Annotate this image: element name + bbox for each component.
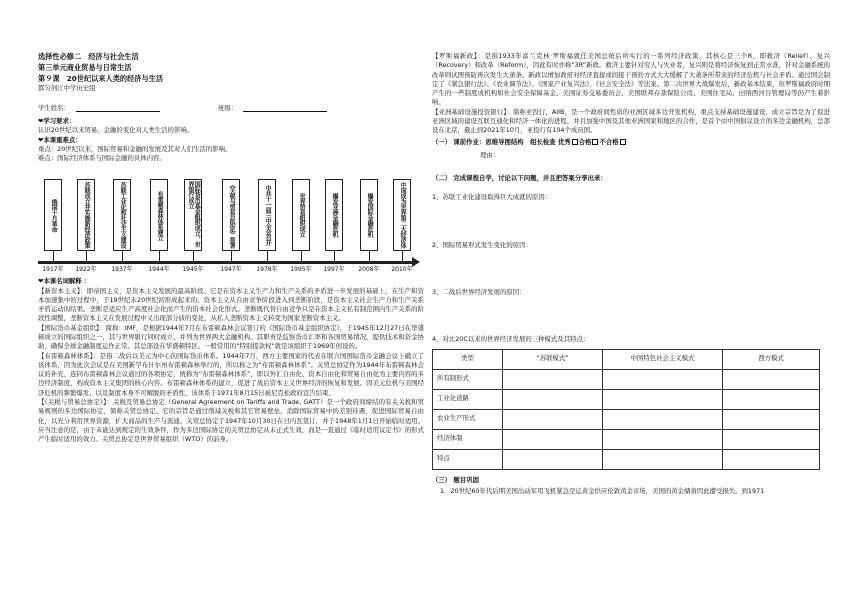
- school-name: 都匀剑江中学历史组: [38, 84, 96, 93]
- term-item: 【国际货币基金组织】：简称：IMF，是根据1944年7月在布雷顿森林会议签订的《国际货币基金组织协定》，于1945年12月27日在华盛顿成立的国际组织之一，其与世界银行同时成立、并列为世界两大金融机构。其职责是监察货币汇率和各国贸易情况，提供技术和资金协助，确保全球金融制度运作正常。其总部设在华盛顿特区。一般常用的“特别提款权”就是该组织于1969年创设的。: [38, 323, 424, 351]
- table-row: [433, 429, 820, 449]
- timeline-tick: [53, 251, 54, 261]
- right-column: [432, 52, 830, 496]
- goals-text: 认识20世纪以来贸易、金融的变化对人类生活的影响。: [38, 126, 194, 135]
- table-row-label: 经济体制: [433, 429, 503, 449]
- key-points-heading: ❤本课重难点：: [38, 135, 82, 144]
- term-item: 【《关税与贸易总协定》】：关税及贸易总协定（General Agreement on Tariffs and Trade, GATT）是一个政府间缔结的有关关税和贸易规则的多边国际协定，简称关贸总协定。它的宗旨是通过削减关税和其它贸易壁垒，消除国际贸易中的差别待遇，促进国际贸易自由化，以充分利用世界资源，扩大商品的生产与流通。关贸总协定于1947年10月30日在日内瓦签订，并于1948年1月1日开始临时适用。应当注意的是，由于未能达到规定的生效条件，作为多边国际协定的关贸总协定从未正式生效，而是一直通过《临时适用议定书》的形式产生临时适用的效力。关贸总协定是世界贸易组织（WTO）的前身。: [38, 398, 424, 444]
- consolidate-title: （三） 题目巩固: [432, 475, 479, 484]
- table-cell[interactable]: [603, 429, 723, 449]
- table-cell[interactable]: [723, 409, 820, 429]
- answer-space-1[interactable]: [432, 203, 830, 241]
- timeline-event: 俄国十月革命: [44, 179, 62, 251]
- timeline-event: 苏联成立并实施新经济政策: [77, 179, 95, 251]
- table-header-cell: 类型: [433, 349, 503, 369]
- timeline: [38, 169, 424, 275]
- key-point-text: 重点：20世纪以来，国际贸易和金融的发展及其对人们生活的影响。: [38, 144, 232, 153]
- timeline-tick: [334, 251, 335, 261]
- timeline-event: 中共十一届三中全会召开: [258, 179, 276, 251]
- homework-line: [432, 138, 830, 147]
- table-header-cell: 西方模式: [723, 349, 820, 369]
- term-item: 【布雷顿森林体系】：是指二战后以美元为中心的国际货币体系。1944年7月，西方主要国家的代表在联合国国际货币金融会议上确立了该体系，因为此次会议是在美国新罕布什尔州布雷顿森林举行的，所以称之为“布雷顿森林体系”。关贸总协定作为1944年布雷顿森林会议的补充，连同布雷顿森林会议通过的各项协定，统称为“布雷顿森林体系”，即以外汇自由化、资本自由化和贸易自由化为主要内容的多边经济制度，构成资本主义集团的核心内容。布雷顿森林体系的建立，促进了战后资本主义世界经济的恢复和发展。因美元危机与美国经济危机的频繁爆发，以及制度本身不可解脱的矛盾性，该体系于1971年8月15日被尼克松政府宣告结束。: [38, 351, 424, 397]
- timeline-year: 1945年: [182, 266, 204, 274]
- timeline-year: 1947年: [220, 266, 242, 274]
- table-cell[interactable]: [723, 369, 820, 389]
- timeline-tick: [369, 251, 370, 261]
- student-info-row: [38, 104, 424, 113]
- timeline-tick: [231, 251, 232, 261]
- timeline-year: 2010年: [391, 266, 413, 274]
- table-cell[interactable]: [603, 449, 723, 469]
- term-item: 【亚洲基础设施投资银行】：简称亚投行，AIIB，是一个政府间性质的亚洲区域多边开发机构，重点支持基础设施建设，成立宗旨是为了促进亚洲区域的建设互联互通化和经济一体化的进程，并且加强中国及其他亚洲国家和地区的合作，是首个由中国倡议设立的多边金融机构，总部设在北京，截止到2021年10月，亚投行有104个成员国。: [432, 107, 830, 135]
- table-row: [433, 409, 820, 429]
- lesson-title: 第９课 20世纪以来人类的经济与生活: [38, 73, 164, 83]
- timeline-event: 世界贸易组织成立: [292, 179, 310, 251]
- timeline-tick: [193, 251, 194, 261]
- timeline-event: 国际货币基金组织成立，世界银行成立: [184, 179, 202, 251]
- self-study-title: （二） 完成课程自学，讨论以下问题，并且把答案分享出来：: [432, 174, 607, 183]
- terms-heading: ❤本课名词解释 ：: [38, 277, 91, 286]
- timeline-year: 2008年: [358, 266, 380, 274]
- homework-reason: 理由：: [480, 150, 500, 159]
- term-item: 【新资本主义】：即帝国主义，是资本主义发展的最高阶段。它是在资本主义生产力和生产关系的矛盾进一步发展的基础上，在生产和资本加速集中的过程中，于19世纪末20世纪初形成起来的。资本主义从自由竞争阶段进入到垄断阶段，是资本主义社会生产力和生产关系矛盾运动的结果。垄断是适应生产高度社会化而产生的资本社会化形式。垄断既代替自由竞争只是在资本主义私有制范围内生产关系的阶段性调整，垄断资本主义在发展过程中又出现部分质的变化，从私人垄断资本主义转变为国家垄断资本主义。: [38, 286, 424, 323]
- timeline-arrow-icon: [412, 257, 420, 267]
- timeline-year: 1997年: [323, 266, 345, 274]
- table-row: [433, 389, 820, 409]
- answer-space-3[interactable]: [432, 297, 830, 335]
- qualified-checkbox[interactable]: [592, 139, 598, 145]
- table-row-label: 特点: [433, 449, 503, 469]
- timeline-tick: [122, 251, 123, 261]
- table-row-label: 工业化道路: [433, 389, 503, 409]
- unqualified-label: 不合格: [599, 137, 619, 146]
- timeline-tick: [402, 251, 403, 261]
- table-cell[interactable]: [603, 369, 723, 389]
- excellent-checkbox[interactable]: [572, 139, 578, 145]
- table-row: [433, 369, 820, 389]
- comparison-table: [432, 349, 820, 470]
- table-header-row: [433, 349, 820, 369]
- class-label: 班级：: [217, 103, 238, 112]
- table-cell[interactable]: [503, 369, 603, 389]
- question-2: 2、国际贸易形式发生变化的原因：: [432, 240, 532, 249]
- timeline-year: 1922年: [75, 266, 97, 274]
- timeline-tick: [267, 251, 268, 261]
- table-header-cell: “苏联模式”: [503, 349, 603, 369]
- timeline-event: 爆发国际金融危机: [360, 179, 378, 251]
- table-cell[interactable]: [503, 409, 603, 429]
- timeline-event: 爆发亚洲金融危机: [325, 179, 343, 251]
- timeline-axis: [38, 261, 414, 264]
- table-row: [433, 449, 820, 469]
- timeline-event: 苏联工业化和社会主义建设: [113, 179, 131, 251]
- class-field[interactable]: [243, 104, 327, 112]
- student-name-label: 学生姓名：: [38, 103, 70, 112]
- qualified-label: 合格: [578, 137, 592, 146]
- table-cell[interactable]: [503, 449, 603, 469]
- table-cell[interactable]: [723, 449, 820, 469]
- answer-space-2[interactable]: [432, 250, 830, 288]
- term-item: 【罗斯福新政】：是指1933年富兰克林·罗斯福就任美国总统后所实行的一系列经济政策，其核心是三个R，即救济（Relief）、复兴（Recovery）和改革（Reform），因此有时亦称“3R”新政。救济主要针对穷人与失业者，复兴则是将经济恢复到正常水准，针对金融系统的改革则试图预防再次发生大萧条。新政以增加政府对经济直接或间接干预的方式大大缓解了大萧条所带来的经济危机与社会矛盾。通过国会制定了《紧急银行法》、《农业调节法》、《国家产业复兴法》、《社会安全法》等法案。第二次世界大战爆发后，新政基本结束，但罗斯福政府时期产生的一些制度或机构如社会安全保障基金、美国证券交易委员会、美国联邦存款保险公司、美国住宅局、田纳西河谷管理局等仍产生着影响。: [432, 52, 830, 107]
- question-3: 3、二战后世界经济发展的原因：: [432, 287, 526, 296]
- left-column: [38, 52, 424, 444]
- timeline-event: 布雷顿森林体系建立: [150, 179, 168, 251]
- question-1: 1、苏联工业化建设取得巨大成就的原因：: [432, 193, 552, 202]
- table-row-label: 农业生产形式: [433, 409, 503, 429]
- question-4: 4、对比20C以来的世界经济发展的三种模式及其特点：: [432, 335, 590, 344]
- timeline-year: 1944年: [148, 266, 170, 274]
- table-cell[interactable]: [503, 429, 603, 449]
- unqualified-checkbox[interactable]: [620, 139, 626, 145]
- homework-title: （一） 课前作业：思维导图结构 组长检查 优秀: [432, 137, 571, 146]
- course-title: 选择性必修二 经济与社会生活: [38, 52, 139, 61]
- unit-title: 第三单元商业贸易与日常生活: [38, 62, 132, 72]
- table-cell[interactable]: [603, 389, 723, 409]
- table-cell[interactable]: [723, 389, 820, 409]
- timeline-tick: [86, 251, 87, 261]
- table-row-label: 所有制形式: [433, 369, 503, 389]
- consolidate-question-1: 1．20世纪60年代后期美国出动军用飞机紧急空运黄金供应伦敦黄金市场，美国的黄金储备因此遭受损失。到1971: [440, 486, 765, 495]
- timeline-tick: [301, 251, 302, 261]
- table-cell[interactable]: [723, 429, 820, 449]
- difficult-point-text: 难点：国际经济体系与国际金融的具体内容。: [38, 154, 166, 163]
- table-cell[interactable]: [503, 389, 603, 409]
- timeline-event: 《关税与贸易总协定》签署: [222, 179, 240, 251]
- timeline-year: 1917年: [42, 266, 64, 274]
- table-cell[interactable]: [603, 409, 723, 429]
- terms-section: [38, 277, 424, 444]
- goals-heading: ❤学习要求：: [38, 116, 76, 125]
- timeline-year: 1995年: [290, 266, 312, 274]
- student-name-field[interactable]: [76, 104, 160, 112]
- timeline-tick: [159, 251, 160, 261]
- timeline-event: 中国成为世界第二大经济体: [393, 179, 411, 251]
- timeline-year: 1978年: [256, 266, 278, 274]
- table-header-cell: 中国特色社会主义模式: [603, 349, 723, 369]
- timeline-year: 1937年: [111, 266, 133, 274]
